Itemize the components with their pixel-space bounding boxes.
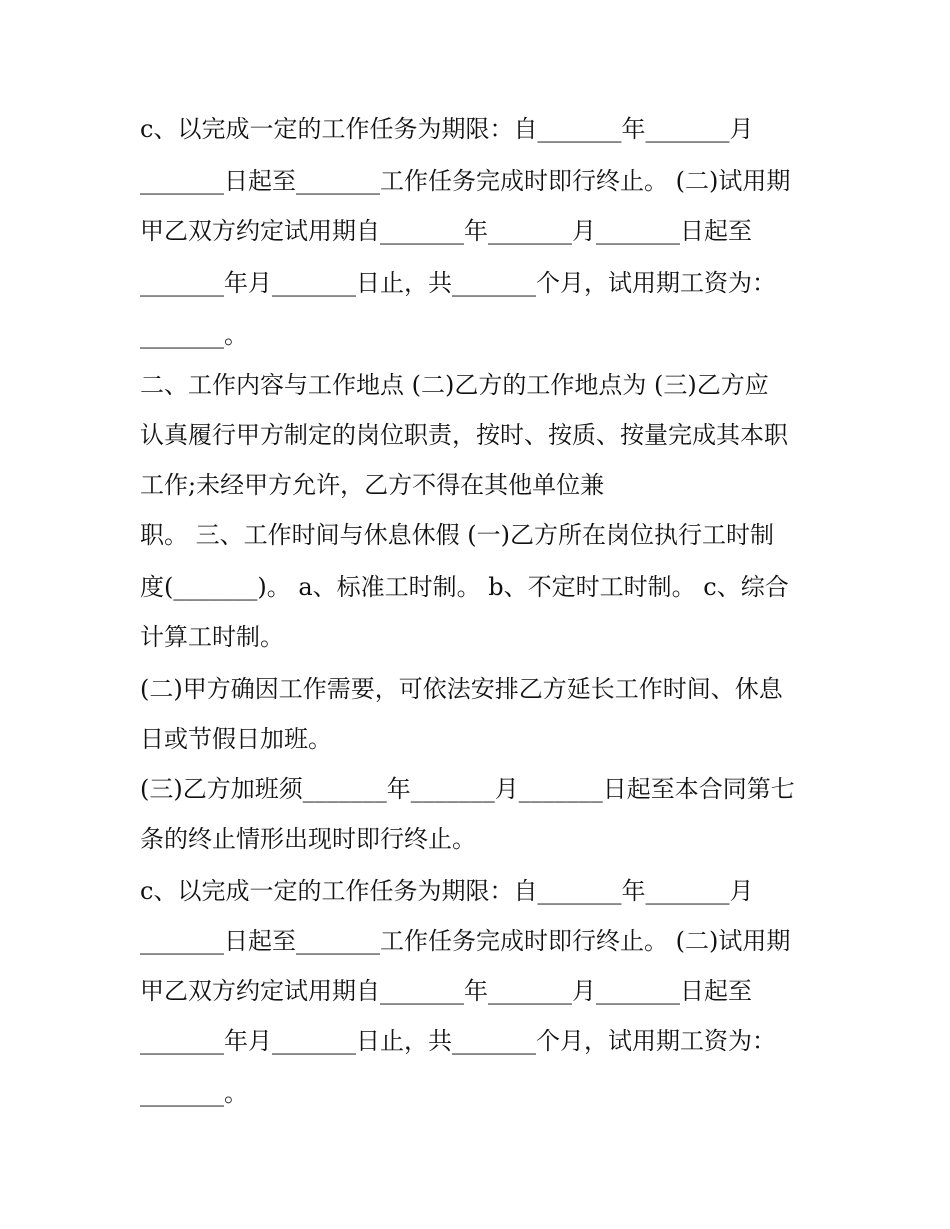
text-line: c、以完成一定的工作任务为期限：自_______年_______月 — [140, 115, 754, 143]
text-line: _______年月_______日止，共_______个月，试用期工资为： — [140, 269, 776, 297]
text-line: 甲乙双方约定试用期自_______年_______月_______日起至 — [140, 217, 752, 245]
text-line: _______。 — [140, 321, 248, 349]
text-line: (三)乙方加班须_______年_______月_______日起至本合同第七 — [140, 775, 795, 803]
text-line: 日或节假日加班。 — [140, 725, 332, 753]
text-line: _______日起至_______工作任务完成时即行终止。 (二)试用期 — [140, 167, 791, 195]
text-line: _______年月_______日止，共_______个月，试用期工资为： — [140, 1027, 776, 1055]
text-line: 度(_______)。 a、标准工时制。 b、不定时工时制。 c、综合 — [140, 573, 789, 601]
text-line: 计算工时制。 — [140, 623, 284, 651]
text-line: 甲乙双方约定试用期自_______年_______月_______日起至 — [140, 977, 752, 1005]
text-line: 二、工作内容与工作地点 (二)乙方的工作地点为 (三)乙方应 — [140, 371, 769, 399]
text-line: (二)甲方确因工作需要，可依法安排乙方延长工作时间、休息 — [140, 675, 783, 703]
text-line: _______日起至_______工作任务完成时即行终止。 (二)试用期 — [140, 927, 791, 955]
text-line: c、以完成一定的工作任务为期限：自_______年_______月 — [140, 877, 754, 905]
text-line: _______。 — [140, 1079, 248, 1107]
text-line: 职。 三、工作时间与休息休假 (一)乙方所在岗位执行工时制 — [140, 521, 774, 549]
text-line: 认真履行甲方制定的岗位职责，按时、按质、按量完成其本职 — [140, 421, 788, 449]
text-line: 条的终止情形出现时即行终止。 — [140, 825, 476, 853]
text-line: 工作;未经甲方允许，乙方不得在其他单位兼 — [140, 471, 605, 499]
